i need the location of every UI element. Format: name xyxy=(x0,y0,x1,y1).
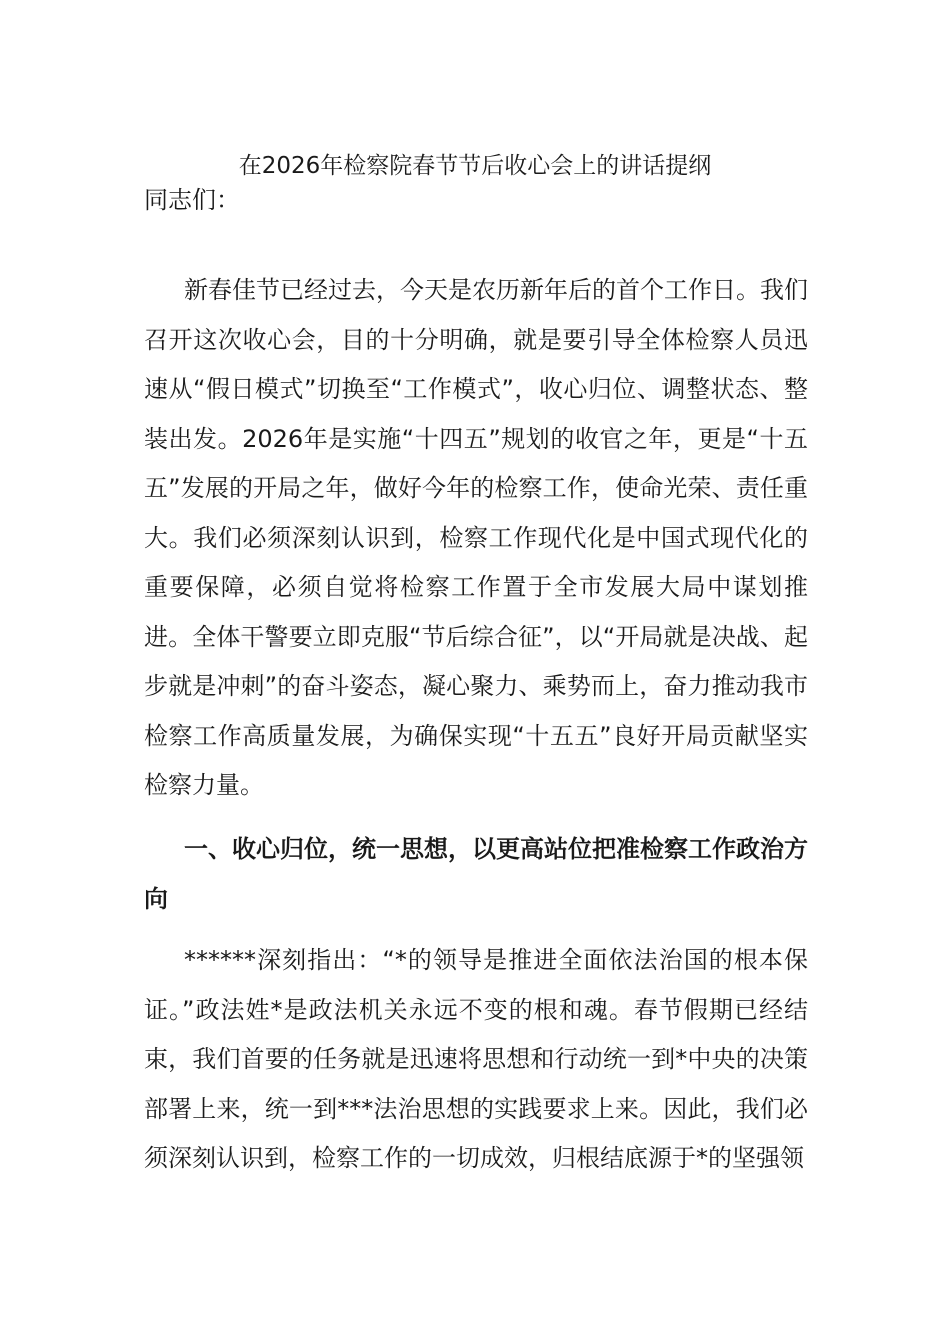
body-paragraph: ******深刻指出：“*的领导是推进全面依法治国的根本保证。”政法姓*是政法机关永远不变的根和魂。春节假期已经结束，我们首要的任务就是迅速将思想和行动统一到*中央的决策部署上来，统一到***法治思想的实践要求上来。因此，我们必须深刻认识到，检察工作的一切成效，归根结底源于*的坚强领 xyxy=(144,946,808,1172)
salutation: 同志们： xyxy=(144,186,240,214)
body-paragraph: 新春佳节已经过去，今天是农历新年后的首个工作日。我们召开这次收心会，目的十分明确，就是要引导全体检察人员迅速从“假日模式”切换至“工作模式”，收心归位、调整状态、整装出发。2026年是实施“十四五”规划的收官之年，更是“十五五”发展的开局之年，做好今年的检察工作，使命光荣、责任重大。我们必须深刻认识到，检察工作现代化是中国式现代化的重要保障，必须自觉将检察工作置于全市发展大局中谋划推进。全体干警要立即克服“节后综合征”，以“开局就是决战、起步就是冲刺”的奋斗姿态，凝心聚力、乘势而上，奋力推动我市检察工作高质量发展，为确保实现“十五五”良好开局贡献坚实检察力量。 xyxy=(144,276,808,799)
section-heading: 一、收心归位，统一思想，以更高站位把准检察工作政治方向 xyxy=(144,835,808,913)
document-title: 在2026年检察院春节节后收心会上的讲话提纲 xyxy=(238,153,712,179)
